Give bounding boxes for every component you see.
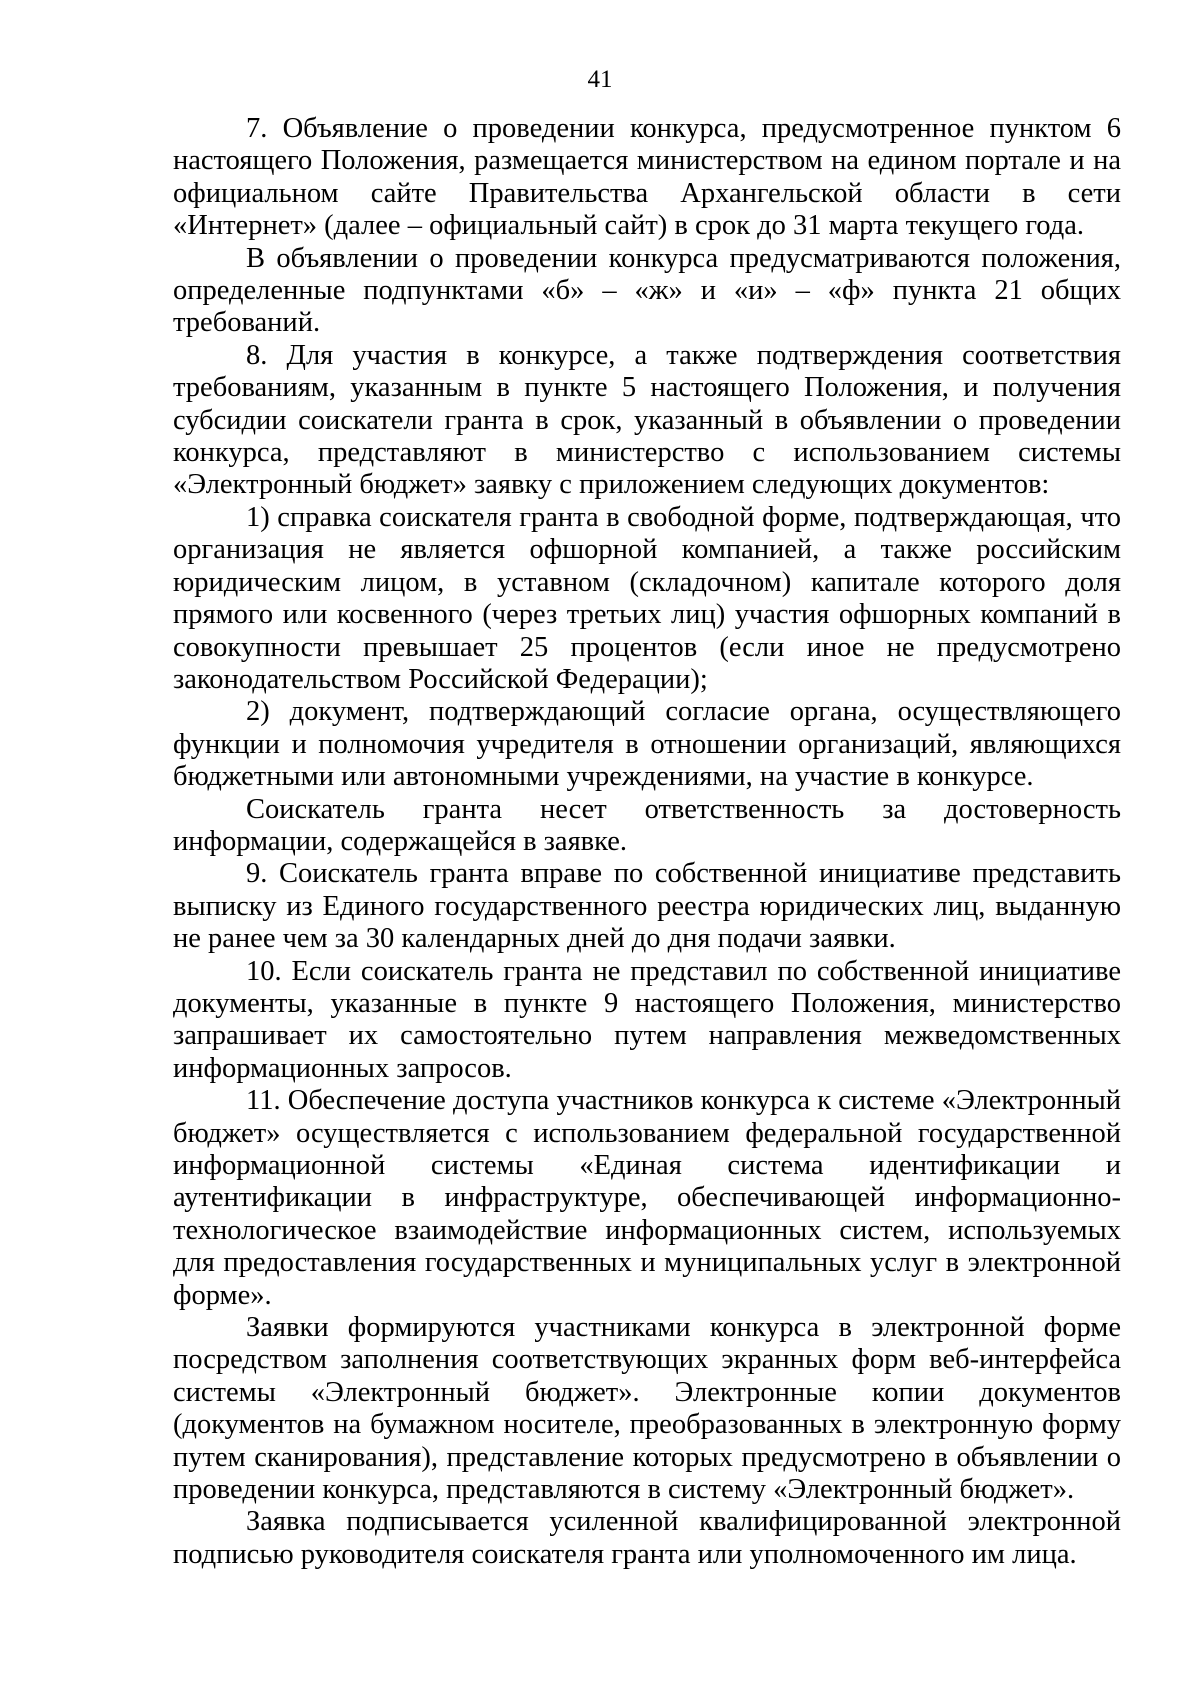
paragraph-responsibility: Соискатель гранта несет ответственность за достоверность информации, содержащейся в заявке. — [173, 793, 1121, 857]
paragraph-subitem-1: 1) справка соискателя гранта в свободной форме, подтверждающая, что организация не является офшорной компанией, а также российским юридическим лицом, в уставном (складочном) капитале которого доля прямого или косвенного (через третьих лиц) участия офшорных компаний в совокупности превышает 25 процентов (если иное не предусмотрено законодательством Российской Федерации); — [173, 501, 1121, 695]
page-number: 41 — [587, 66, 613, 93]
paragraph-item-10: 10. Если соискатель гранта не представил по собственной инициативе документы, указанные в пункте 9 настоящего Положения, министерство запрашивает их самостоятельно путем направления межведомственных информационных запросов. — [173, 955, 1121, 1084]
paragraph-announcement-content: В объявлении о проведении конкурса предусматриваются положения, определенные подпунктами «б» – «ж» и «и» – «ф» пункта 21 общих требований. — [173, 242, 1121, 339]
paragraph-item-11: 11. Обеспечение доступа участников конкурса к системе «Электронный бюджет» осуществляется с использованием федеральной государственной информационной системы «Единая система идентификации и аутентификации в инфраструктуре, обеспечивающей информационно-технологическое взаимодействие информационных систем, используемых для предоставления государственных и муниципальных услуг в электронной форме». — [173, 1085, 1121, 1311]
paragraph-item-7: 7. Объявление о проведении конкурса, предусмотренное пунктом 6 настоящего Положения, размещается министерством на едином портале и на официальном сайте Правительства Архангельской области в сети «Интернет» (далее – официальный сайт) в срок до 31 марта текущего года. — [173, 113, 1121, 242]
paragraph-applications-form: Заявки формируются участниками конкурса в электронной форме посредством заполнения соответствующих экранных форм веб-интерфейса системы «Электронный бюджет». Электронные копии документов (документов на бумажном носителе, преобразованных в электронную форму путем сканирования), представление которых предусмотрено в объявлении о проведении конкурса, представляются в систему «Электронный бюджет». — [173, 1312, 1121, 1506]
paragraph-application-signature: Заявка подписывается усиленной квалифицированной электронной подписью руководителя соискателя гранта или уполномоченного им лица. — [173, 1506, 1121, 1570]
paragraph-item-9: 9. Соискатель гранта вправе по собственной инициативе представить выписку из Единого государственного реестра юридических лиц, выданную не ранее чем за 30 календарных дней до дня подачи заявки. — [173, 858, 1121, 955]
paragraph-subitem-2: 2) документ, подтверждающий согласие органа, осуществляющего функции и полномочия учредителя в отношении организаций, являющихся бюджетными или автономными учреждениями, на участие в конкурсе. — [173, 696, 1121, 793]
document-body — [173, 113, 1121, 1571]
paragraph-item-8: 8. Для участия в конкурсе, а также подтверждения соответствия требованиям, указанным в пункте 5 настоящего Положения, и получения субсидии соискатели гранта в срок, указанный в объявлении о проведении конкурса, представляют в министерство с использованием системы «Электронный бюджет» заявку с приложением следующих документов: — [173, 339, 1121, 501]
